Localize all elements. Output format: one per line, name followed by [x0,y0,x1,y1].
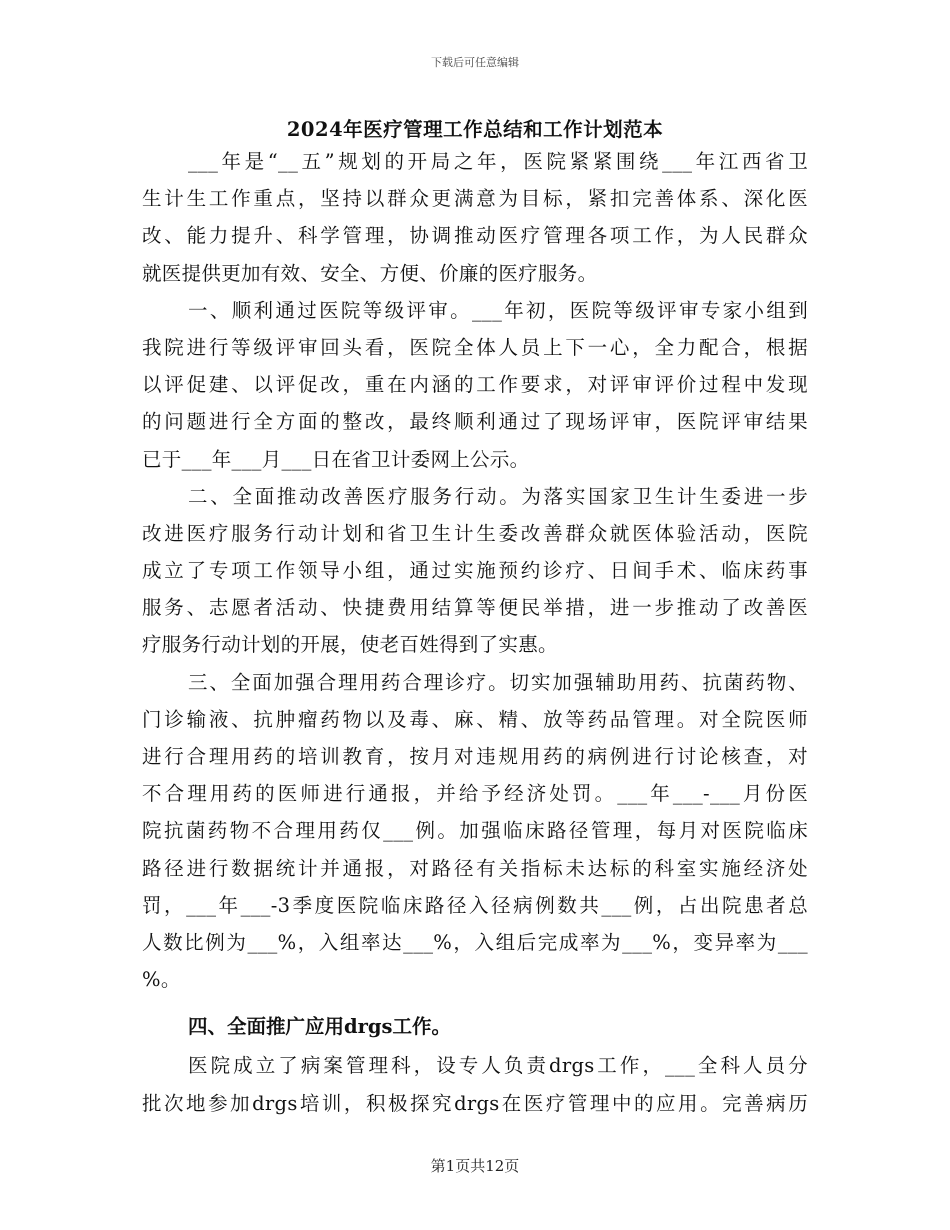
paragraph-line: 的问题进行全方面的整改，最终顺利通过了现场评审，医院评审结果 [142,410,808,434]
page-footer: 第1页共12页 [430,1157,520,1175]
paragraph-line: 二、全面推动改善医疗服务行动。为落实国家卫生计生委进一步 [188,484,808,508]
paragraph-line: 以评促建、以评促改，重在内涵的工作要求，对评审评价过程中发现 [142,373,808,397]
paragraph-line: 服务、志愿者活动、快捷费用结算等便民举措，进一步推动了改善医 [142,596,808,620]
document-title: 2024年医疗管理工作总结和工作计划范本 [286,118,664,141]
paragraph-line: 罚，___年___-3季度医院临床路径入径病例数共___例，占出院患者总 [142,893,808,917]
paragraph-line: 成立了专项工作领导小组，通过实施预约诊疗、日间手术、临床药事 [142,559,808,583]
paragraph-line: 改进医疗服务行动计划和省卫生计生委改善群众就医体验活动，医院 [142,521,808,545]
paragraph-line: %。 [142,968,181,992]
paragraph-line: 人数比例为___%，入组率达___%，入组后完成率为___%，变异率为___ [142,930,808,954]
paragraph-line: 三、全面加强合理用药合理诊疗。切实加强辅助用药、抗菌药物、 [188,670,808,694]
section-heading: 四、全面推广应用drgs工作。 [188,1015,452,1039]
header-note: 下载后可任意编辑 [431,56,519,69]
paragraph-line: 改、能力提升、科学管理，协调推动医疗管理各项工作，为人民群众 [142,224,808,248]
paragraph-line: 生计生工作重点，坚持以群众更满意为目标，紧扣完善体系、深化医 [142,187,808,211]
paragraph-line: 就医提供更加有效、安全、方便、价廉的医疗服务。 [142,261,598,285]
paragraph-line: 院抗菌药物不合理用药仅___例。加强临床路径管理，每月对医院临床 [142,819,808,843]
paragraph-line: ___年是“__五”规划的开局之年，医院紧紧围绕___年江西省卫 [188,150,808,173]
paragraph-line: 批次地参加drgs培训，积极探究drgs在医疗管理中的应用。完善病历 [142,1091,808,1115]
paragraph-line: 门诊输液、抗肿瘤药物以及毒、麻、精、放等药品管理。对全院医师 [142,707,808,731]
paragraph-line: 一、顺利通过医院等级评审。___年初，医院等级评审专家小组到 [188,298,809,322]
paragraph-line: 路径进行数据统计并通报，对路径有关指标未达标的科室实施经济处 [142,856,808,880]
document-body [142,143,808,1122]
paragraph-line: 进行合理用药的培训教育，按月对违规用药的病例进行讨论核查，对 [142,745,808,768]
paragraph-line: 疗服务行动计划的开展，使老百姓得到了实惠。 [142,633,558,657]
paragraph-line: 我院进行等级评审回头看，医院全体人员上下一心，全力配合，根据 [142,335,808,359]
paragraph-line: 已于___年___月___日在省卫计委网上公示。 [142,447,530,471]
paragraph-line: 医院成立了病案管理科，设专人负责drgs工作，___全科人员分 [188,1054,808,1078]
paragraph-line: 不合理用药的医师进行通报，并给予经济处罚。___年___-___月份医 [142,782,808,806]
